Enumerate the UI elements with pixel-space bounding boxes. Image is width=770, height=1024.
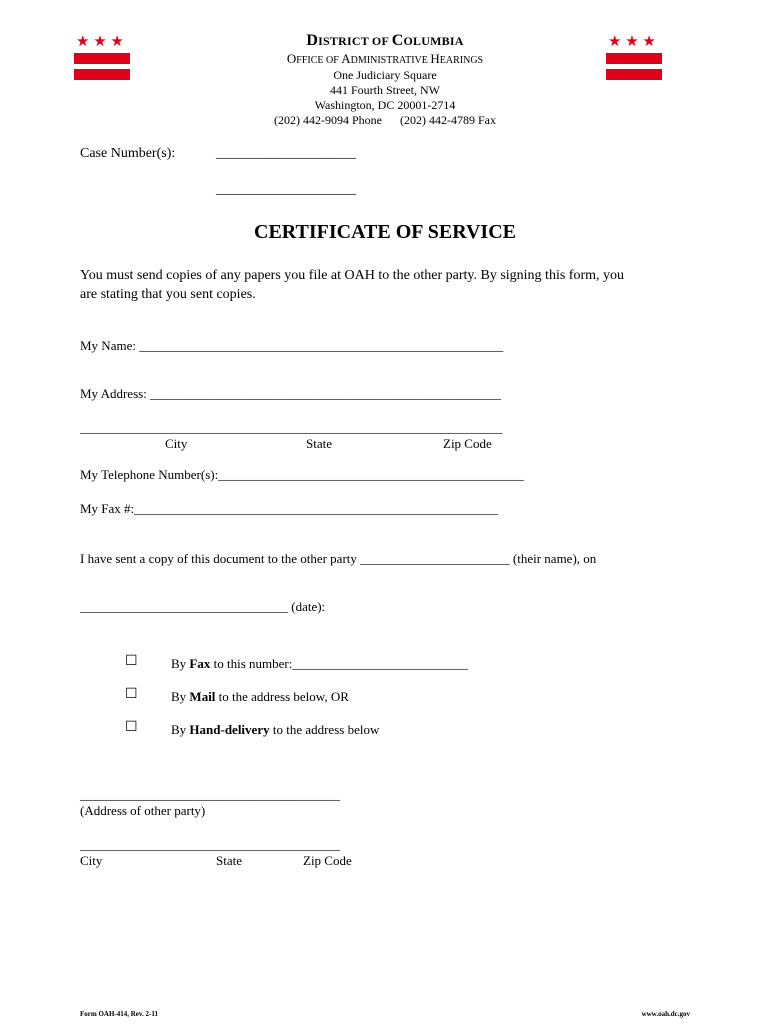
intro-text-line1: You must send copies of any papers you file at OAH to the other party. By signing this form, you xyxy=(80,268,624,283)
hand-delivery-checkbox[interactable]: ☐ xyxy=(125,720,138,735)
website: www.oah.dc.gov xyxy=(641,1010,690,1018)
flag-bar xyxy=(74,69,130,80)
other-party-state-label: State xyxy=(216,853,242,868)
address-field[interactable]: My Address: ______________________________________________________ xyxy=(80,386,502,401)
flag-bar xyxy=(606,53,662,64)
mail-option-text: By Mail to the address below, OR xyxy=(171,689,349,704)
case-number-field-2[interactable]: ____________________ xyxy=(216,182,356,197)
telephone-field[interactable]: My Telephone Number(s):_______________________________________________ xyxy=(80,467,524,482)
dc-flag-left xyxy=(74,35,130,80)
contact-line xyxy=(200,113,570,128)
mail-checkbox[interactable]: ☐ xyxy=(125,687,138,702)
dc-flag-right xyxy=(606,35,662,80)
fax-checkbox[interactable]: ☐ xyxy=(125,654,138,669)
office-title: OFFICE OF ADMINISTRATIVE HEARINGS xyxy=(286,51,484,66)
phone: (202) 442-9094 Phone xyxy=(274,113,382,127)
case-number-field-1[interactable]: ____________________ xyxy=(216,146,356,161)
city-label: City xyxy=(165,436,188,451)
other-party-zip-label: Zip Code xyxy=(303,853,352,868)
other-party-address-field[interactable]: ________________________________________ xyxy=(80,787,340,802)
case-number-label: Case Number(s): xyxy=(80,146,176,161)
flag-stars: ★ ★ ★ xyxy=(608,34,656,50)
other-party-city-label: City xyxy=(80,853,103,868)
form-id: Form OAH-414, Rev. 2-11 xyxy=(80,1010,158,1018)
flag-stars: ★ ★ ★ xyxy=(76,34,124,50)
address-line2: 441 Fourth Street, NW xyxy=(330,83,440,97)
other-party-address-label: (Address of other party) xyxy=(80,803,206,818)
form-title: CERTIFICATE OF SERVICE xyxy=(254,221,516,243)
address-field-line2[interactable]: _________________________________________________________________ xyxy=(80,420,503,435)
name-field[interactable]: My Name: ________________________________________________________ xyxy=(80,338,504,353)
state-label: State xyxy=(306,436,332,451)
agency-title: DISTRICT OF COLUMBIA xyxy=(306,32,464,49)
address-line3: Washington, DC 20001-2714 xyxy=(314,98,456,112)
flag-bar xyxy=(74,53,130,64)
sent-date-field[interactable]: ________________________________ (date): xyxy=(80,599,326,614)
other-party-city-field[interactable]: ________________________________________ xyxy=(80,837,340,852)
fax: (202) 442-4789 Fax xyxy=(400,113,496,127)
hand-delivery-option-text: By Hand-delivery to the address below xyxy=(171,722,380,737)
flag-bar xyxy=(606,69,662,80)
fax-option-text[interactable]: By Fax to this number:___________________________ xyxy=(171,656,468,671)
zip-label: Zip Code xyxy=(443,436,492,451)
intro-text-line2: are stating that you sent copies. xyxy=(80,287,256,302)
fax-field[interactable]: My Fax #:________________________________________________________ xyxy=(80,501,499,516)
sent-statement-line1[interactable]: I have sent a copy of this document to the other party _______________________ (their name), on xyxy=(80,551,597,566)
address-line1: One Judiciary Square xyxy=(333,68,437,82)
